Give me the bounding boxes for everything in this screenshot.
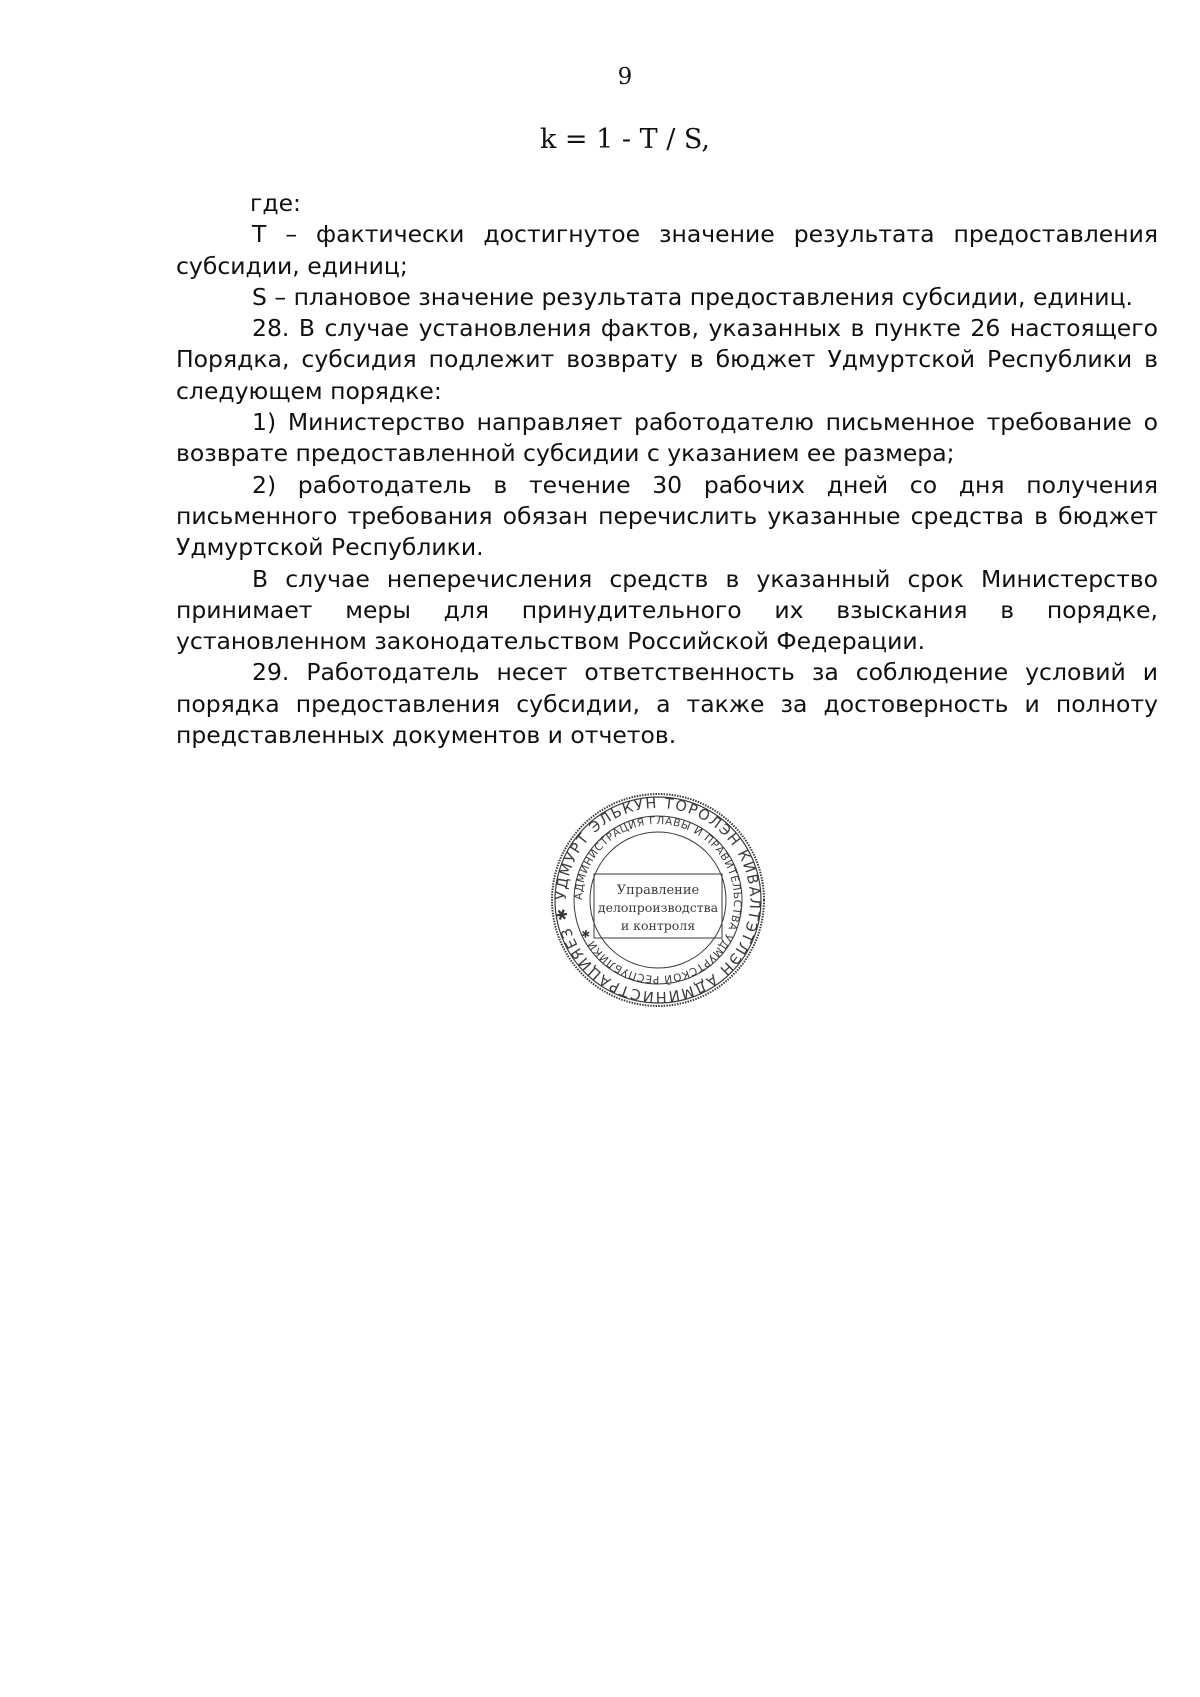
official-seal — [548, 790, 768, 1010]
paragraph-28-item-2: 2) работодатель в течение 30 рабочих дней со дня получения письменного требования обязан перечислить указанные средства в бюджет Удмуртской Республики. — [176, 470, 1158, 562]
paragraph-recovery: В случае неперечисления средств в указанный срок Министерство принимает меры для принудительного их взыскания в порядке, установленном законодательством Российской Федерации. — [176, 564, 1158, 656]
seal-center-line-2: делопроизводства — [597, 900, 719, 915]
document-body — [176, 188, 1158, 751]
seal-outer-text: УДМУРТ ЭЛЬКУН ТОРОЛЭН КИВАЛТЭТЛЭН АДМИНИСТРАЦИЯЕЗ ✱ — [553, 795, 763, 1005]
seal-graphic — [548, 790, 768, 1010]
paragraph-s-definition: S – плановое значение результата предоставления субсидии, единиц. — [252, 282, 1134, 311]
formula: k = 1 - T / S, — [539, 124, 710, 155]
seal-inner-text: АДМИНИСТРАЦИЯ ГЛАВЫ И ПРАВИТЕЛЬСТВА УДМУРТСКОЙ РЕСПУБЛИКИ ✱ — [572, 814, 744, 986]
seal-center-line-1: Управление — [616, 883, 700, 898]
paragraph-28-item-1: 1) Министерство направляет работодателю письменное требование о возврате предоставленной субсидии с указанием ее размера; — [176, 408, 1158, 468]
seal-center-line-3: и контроля — [620, 918, 696, 933]
page-number: 9 — [617, 64, 633, 90]
paragraph-where: где: — [250, 189, 301, 217]
paragraph-29: 29. Работодатель несет ответственность за соблюдение условий и порядка предоставления субсидии, а также за достоверность и полноту представленных документов и отчетов. — [176, 658, 1158, 750]
paragraph-28: 28. В случае установления фактов, указанных в пункте 26 настоящего Порядка, субсидия подлежит возврату в бюджет Удмуртской Республики в следующем порядке: — [176, 314, 1158, 405]
paragraph-t-definition: T – фактически достигнутое значение результата предоставления субсидии, единиц; — [176, 220, 1158, 280]
